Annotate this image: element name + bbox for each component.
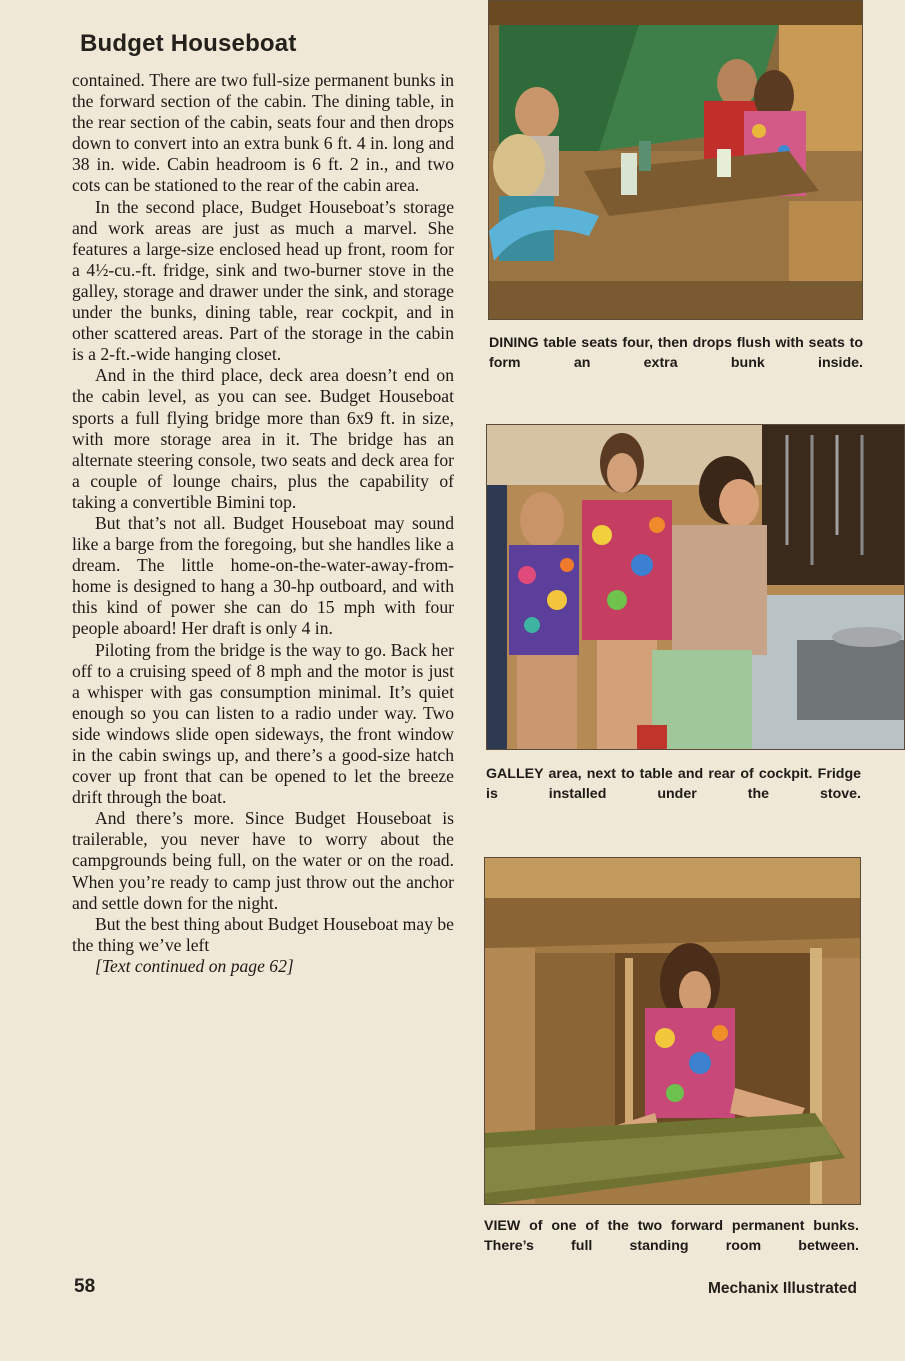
caption-lead: VIEW <box>484 1218 521 1234</box>
body-paragraph: Piloting from the bridge is the way to go. Back her off to a cruising speed of 8 mph and the motor is just a whisper with gas consumption minimal. It’s quiet enough so you can listen to a radio under way. Two side windows slide open sideways, the front window in the cabin swings up, and there’s a good-size hatch cover up front that can be opened to let the breeze drift through the boat. <box>72 639 454 808</box>
bunk-caption <box>484 1216 859 1256</box>
dining-photo <box>488 0 863 320</box>
body-paragraph: In the second place, Budget Houseboat’s storage and work areas are just as much a marvel. She features a large-size enclosed head up front, room for a 4½-cu.-ft. fridge, sink and two-burner stove in the galley, storage and drawer under the sink, and storage under the bunks, dining table, rear cockpit, and in other scattered areas. Part of the storage in the cabin is a 2-ft.-wide hanging closet. <box>72 196 454 365</box>
caption-lead: DINING <box>489 335 539 351</box>
galley-photo-illustration <box>487 425 904 749</box>
galley-photo <box>486 424 905 750</box>
caption-text: area, next to table and rear of cockpit. Fridge is installed under the stove. <box>486 766 861 802</box>
bunk-photo-illustration <box>485 858 860 1204</box>
publication-name: Mechanix Illustrated <box>707 1280 857 1297</box>
dining-caption <box>489 333 863 373</box>
dining-photo-illustration <box>489 1 862 319</box>
body-paragraph: And in the third place, deck area doesn’t end on the cabin level, as you can see. Budget Houseboat sports a full flying bridge more than 6x9 ft. in size, with more storage area in it. The bridge has an alternate steering console, two seats and deck area for a couple of lounge chairs, plus the capability of taking a convertible Bimini top. <box>72 365 454 512</box>
article-body <box>72 70 454 977</box>
bunk-photo <box>484 857 861 1205</box>
caption-text: table seats four, then drops flush with seats to form an extra bunk inside. <box>489 335 863 371</box>
body-paragraph: And there’s more. Since Budget Houseboat is trailerable, you never have to worry about the campgrounds being full, on the water or on the road. When you’re ready to camp just throw out the anchor and settle down for the night. <box>72 808 454 913</box>
body-paragraph: contained. There are two full-size permanent bunks in the forward section of the cabin. The dining table, in the rear section of the cabin, seats four and then drops down to convert into an extra bunk 6 ft. 4 in. long and 38 in. wide. Cabin headroom is 6 ft. 2 in., and two cots can be stationed to the rear of the cabin area. <box>72 70 454 196</box>
continued-note: [Text continued on page 62] <box>95 955 294 976</box>
body-paragraph: But the best thing about Budget Houseboat may be the thing we’ve left <box>72 913 454 955</box>
page-number: 58 <box>74 1276 96 1297</box>
caption-lead: GALLEY <box>486 766 544 782</box>
caption-text: of one of the two forward permanent bunks. There’s full standing room between. <box>484 1218 859 1254</box>
article-title: Budget Houseboat <box>80 30 297 57</box>
galley-caption <box>486 764 861 804</box>
body-paragraph: But that’s not all. Budget Houseboat may sound like a barge from the foregoing, but she handles like a dream. The little home-on-the-water-away-from-home is designed to hang a 30-hp outboard, and with this kind of power she can do 15 mph with four people aboard! Her draft is only 4 in. <box>72 512 454 639</box>
